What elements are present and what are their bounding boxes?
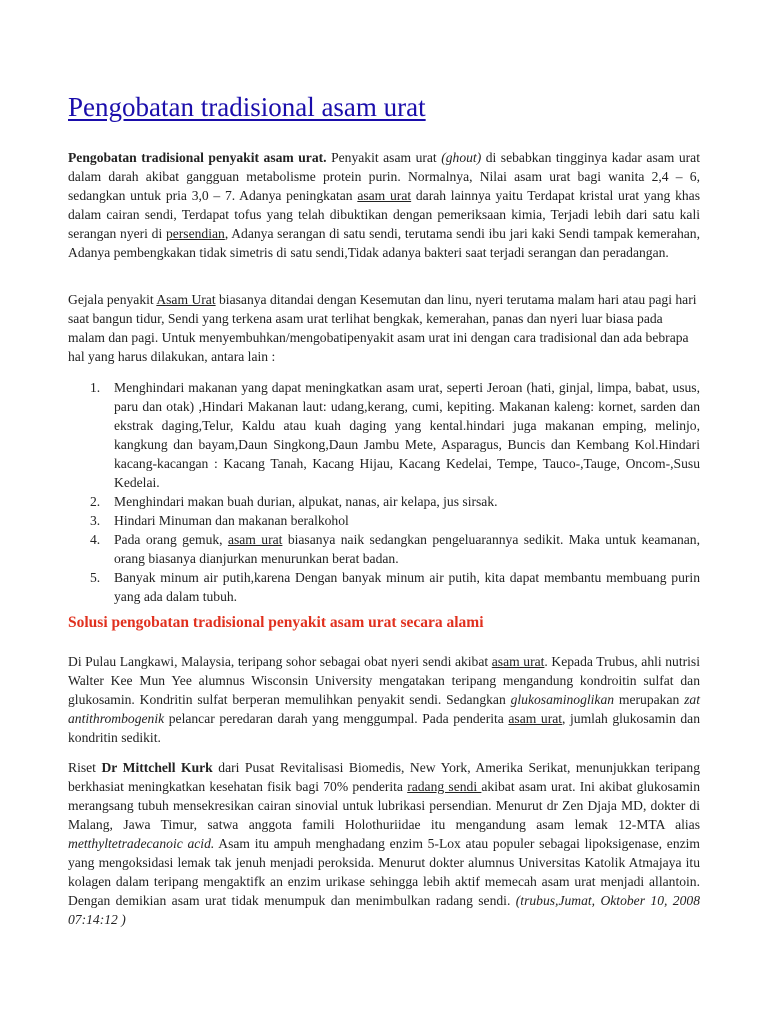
langkawi-text-4: pelancar peredaran darah yang menggumpal. Pada penderita [164, 711, 509, 726]
langkawi-paragraph [68, 652, 700, 747]
research-text-1: Riset [68, 760, 102, 775]
glukosaminoglikan-term: glukosaminoglikan [510, 692, 615, 707]
intro-lead: Pengobatan tradisional penyakit asam urat. [68, 150, 327, 165]
langkawi-text-1: Di Pulau Langkawi, Malaysia, teripang sohor sebagai obat nyeri sendi akibat [68, 654, 492, 669]
list-item [68, 492, 700, 511]
antithrombogenik-term: zat antithrombogenik [68, 692, 700, 726]
research-text-4: Asam itu ampuh menghadang enzim 5-Lox atau populer sebagai lipoksigenase, enzim yang mengoksidasi lemak tak jenuh menjadi peroksida. Menurut dokter alumnus Universitas Katolik Atmajaya itu kolagen dalam teripang mengaktifk an enzim urikase sehingga lebih aktif memecah asam urat menjadi allantoin. Dengan demikian asam urat tidak menumpuk dan menimbulkan radang sendi. [68, 836, 700, 908]
intro-paragraph [68, 148, 700, 262]
list-item [68, 378, 700, 492]
list-item [68, 511, 700, 530]
list-number: 3. [90, 513, 101, 528]
asam-urat-link-4[interactable]: asam urat [491, 654, 545, 669]
list-number: 1. [90, 380, 101, 395]
ghout-term: (ghout) [441, 150, 482, 165]
list-item-text: Menghindari makan buah durian, alpukat, nanas, air kelapa, jus sirsak. [114, 494, 498, 509]
list-item-text: Hindari Minuman dan makanan beralkohol [114, 513, 349, 528]
acid-term: metthyltetradecanoic acid. [68, 836, 215, 851]
langkawi-text-5: , jumlah glukosamin dan kondritin sedikit. [68, 711, 701, 745]
list-number: 4. [90, 532, 101, 547]
radang-sendi-link[interactable]: radang sendi [407, 779, 482, 794]
persendian-link[interactable]: persendian [165, 226, 225, 241]
asam-urat-link-5[interactable]: asam urat [508, 711, 563, 726]
section-subheading: Solusi pengobatan tradisional penyakit asam urat secara alami [68, 614, 484, 631]
source-citation: (trubus,Jumat, Oktober 10, 2008 07:14:12 ) [68, 893, 700, 927]
list-item [68, 530, 700, 568]
langkawi-text-3: merupakan [614, 692, 685, 707]
researcher-name: Dr Mittchell Kurk [101, 760, 213, 775]
symptoms-text-2: biasanya ditandai dengan Kesemutan dan linu, nyeri terutama malam hari atau pagi hari saat bangun tidur, Sendi yang terkena asam urat terlihat bengkak, kemerahan, panas dan nyeri luar biasa pada malam dan pagi. Untuk menyembuhkan/mengobatipenyakit asam urat ini dengan cara tradisional dan ada bebrapa hal yang harus dilakukan, antara lain : [68, 292, 697, 364]
list-number: 2. [90, 494, 101, 509]
intro-text-2: di sebabkan tingginya kadar asam urat dalam darah akibat gangguan metabolisme protein purin. Normalnya, Nilai asam urat bagi wanita 2,4 – 6, sedangkan untuk pria 3,0 – 7. Adanya peningkatan [68, 150, 700, 203]
list-item-text: Banyak minum air putih,karena Dengan banyak minum air putih, kita dapat membantu membuang purin yang ada dalam tubuh. [114, 570, 700, 604]
list-item-text: Pada orang gemuk, [114, 532, 228, 547]
symptoms-paragraph [68, 290, 700, 366]
list-number: 5. [90, 570, 101, 585]
asam-urat-link-3[interactable]: asam urat [227, 532, 283, 547]
research-text-2: dari Pusat Revitalisasi Biomedis, New York, Amerika Serikat, menunjukkan teripang berkhasiat meningkatkan kesehatan fisik bagi 70% penderita [68, 760, 700, 794]
research-text-3: akibat asam urat. Ini akibat glukosamin merangsang tubuh mensekresikan cairan sinovial untuk lubrikasi persendian. Menurut dr Zen Djaja MD, dokter di Malang, Jawa Timur, satwa anggota famili Holothuriidae itu mengandung asam lemak 12-MTA alias [68, 779, 701, 832]
research-paragraph [68, 758, 700, 929]
list-item [68, 568, 700, 606]
intro-text-4: , Adanya serangan di satu sendi, terutama sendi ibu jari kaki Sendi tampak kemerahan, Adanya pembengkakan tidak simetris di satu sendi,Tidak adanya bakteri saat terjadi serangan dan peradangan. [68, 226, 701, 260]
intro-text-1: Penyakit asam urat [326, 150, 442, 165]
treatment-list [68, 378, 700, 606]
list-item-text: Menghindari makanan yang dapat meningkatkan asam urat, seperti Jeroan (hati, ginjal, limpa, babat, usus, paru dan otak) ,Hindari Makanan laut: udang,kerang, cumi, kepiting. Makanan kaleng: kornet, sarden dan ekstrak daging,Telur, Kaldu atau kuah daging yang kental.hindari juga makanan emping, melinjo, kangkung dan bayam,Daun Singkong,Daun Jambu Mete, Asparagus, Buncis dan Kembang Kol.Hindari kacang-kacangan : Kacang Tanah, Kacang Hijau, Kacang Kedelai, Tempe, Tauco-,Tauge, Oncom-,Susu Kedelai. [114, 380, 700, 490]
list-item-text: biasanya naik sedangkan pengeluarannya sedikit. Maka untuk keamanan, orang biasanya dianjurkan menurunkan berat badan. [114, 532, 701, 566]
page-title[interactable]: Pengobatan tradisional asam urat [68, 92, 426, 122]
langkawi-text-2: . Kepada Trubus, ahli nutrisi Walter Kee Mun Yee alumnus Wisconsin University mengatakan teripang mengandung kondroitin sulfat dan glukosamin. Kondritin sulfat berperan memulihkan penyakit sendi. Sedangkan [68, 654, 700, 707]
asam-urat-link-2[interactable]: Asam Urat [156, 292, 216, 307]
asam-urat-link[interactable]: asam urat [357, 188, 412, 203]
symptoms-text-1: Gejala penyakit [68, 292, 157, 307]
intro-text-3: darah lainnya yaitu Terdapat kristal urat yang khas dalam cairan sendi, Terdapat tofus yang telah dibuktikan dengan pemeriksaan kimia, Terjadi lebih dari satu kali serangan nyeri di [68, 188, 700, 241]
